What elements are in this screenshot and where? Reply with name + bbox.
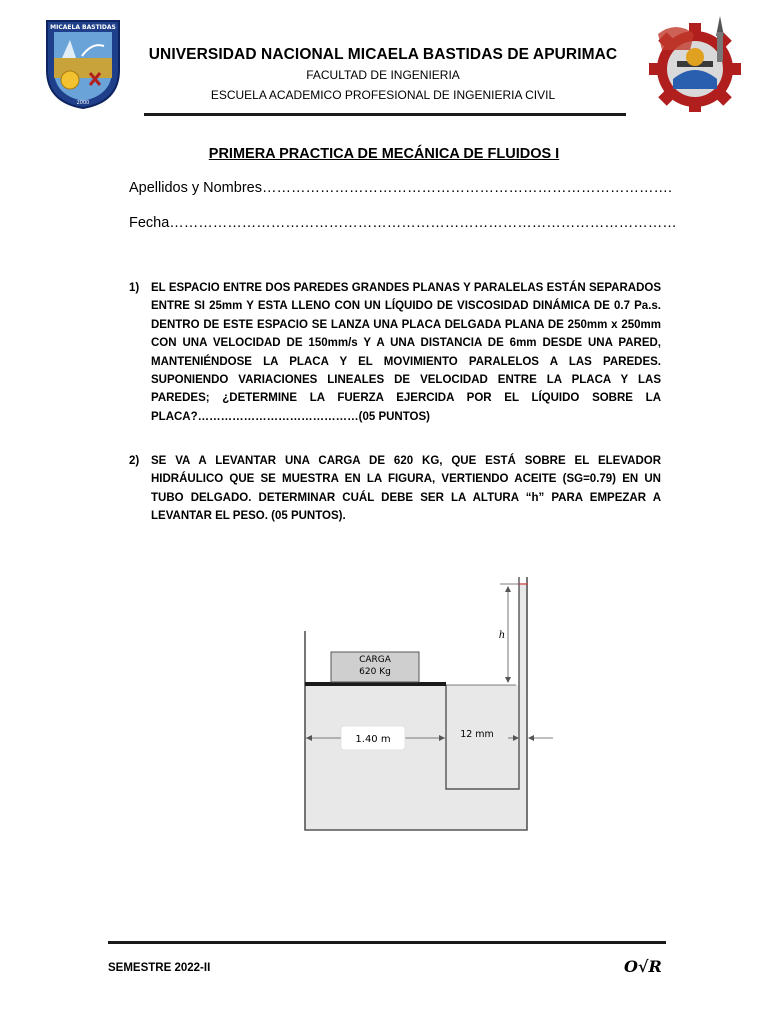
tube-arrow-right — [528, 735, 534, 741]
footer-divider — [108, 941, 666, 944]
question-number: 2) — [129, 455, 140, 467]
seal-year: 2000 — [76, 100, 90, 106]
engineering-gear-emblem-icon — [648, 14, 742, 112]
footer-signature: O√R — [624, 957, 662, 976]
height-label: h — [498, 630, 506, 641]
university-name: UNIVERSIDAD NACIONAL MICAELA BASTIDAS DE APURIMAC — [148, 46, 618, 63]
question-2 — [129, 452, 661, 526]
question-number: 1) — [129, 282, 140, 294]
exam-title — [0, 146, 768, 162]
semester-label: SEMESTRE 2022-II — [108, 962, 211, 974]
hydraulic-lift-figure — [296, 573, 558, 835]
name-field: Apellidos y Nombres…………………………………………………………………………. — [129, 180, 672, 196]
university-seal-icon — [44, 18, 122, 110]
faculty-name: FACULTAD DE INGENIERIA — [306, 68, 460, 82]
load-mass: 620 Kg — [359, 667, 391, 677]
height-arrow-top — [505, 586, 511, 592]
seal-text: MICAELA BASTIDAS — [50, 24, 116, 31]
question-text: SE VA A LEVANTAR UNA CARGA DE 620 KG, QUE ESTÁ SOBRE EL ELEVADOR HIDRÁULICO QUE SE MUESTRA EN LA FIGURA, VERTIENDO ACEITE (SG=0.79) EN UN TUBO DELGADO. DETERMINAR CUÁL DEBE SER LA ALTURA “h” PARA EMPEZAR A LEVANTAR EL PESO. (05 PUNTOS). — [151, 455, 661, 523]
piston-plate — [305, 682, 446, 686]
exam-title-text: PRIMERA PRACTICA DE MECÁNICA DE FLUIDOS I — [208, 146, 560, 162]
date-field: Fecha…………………………………………………………………………………………… — [129, 215, 677, 231]
question-text: EL ESPACIO ENTRE DOS PAREDES GRANDES PLANAS Y PARALELAS ESTÁN SEPARADOS ENTRE SI 25mm Y ESTA LLENO CON UN LÍQUIDO DE VISCOSIDAD DINÁMICA DE 0.7 Pa.s. DENTRO DE ESTE ESPACIO SE LANZA UNA PLACA DELGADA PLANA DE 250mm x 250mm CON UNA VELOCIDAD DE 150mm/s Y A UNA DISTANCIA DE 6mm DESDE UNA PARED, MANTENIÉNDOSE LA PLACA Y EL MOVIMIENTO PARALELOS A LAS PAREDES. SUPONIENDO VARIACIONES LINEALES DE VELOCIDAD ENTRE LA PLACA Y LAS PAREDES; ¿DETERMINE LA FUERZA EJERCIDA POR EL LÍQUIDO SOBRE LA PLACA?……………………………………(05 PUNTOS) — [151, 282, 661, 423]
document-header — [140, 46, 626, 102]
width-label: 1.40 m — [355, 734, 391, 745]
header-divider — [144, 113, 626, 116]
question-1 — [129, 279, 661, 426]
school-name: ESCUELA ACADEMICO PROFESIONAL DE INGENIERIA CIVIL — [210, 88, 556, 102]
tube-label: 12 mm — [460, 729, 494, 740]
height-arrow-bottom — [505, 677, 511, 683]
load-label: CARGA — [359, 655, 391, 665]
fluid-main — [305, 685, 527, 830]
